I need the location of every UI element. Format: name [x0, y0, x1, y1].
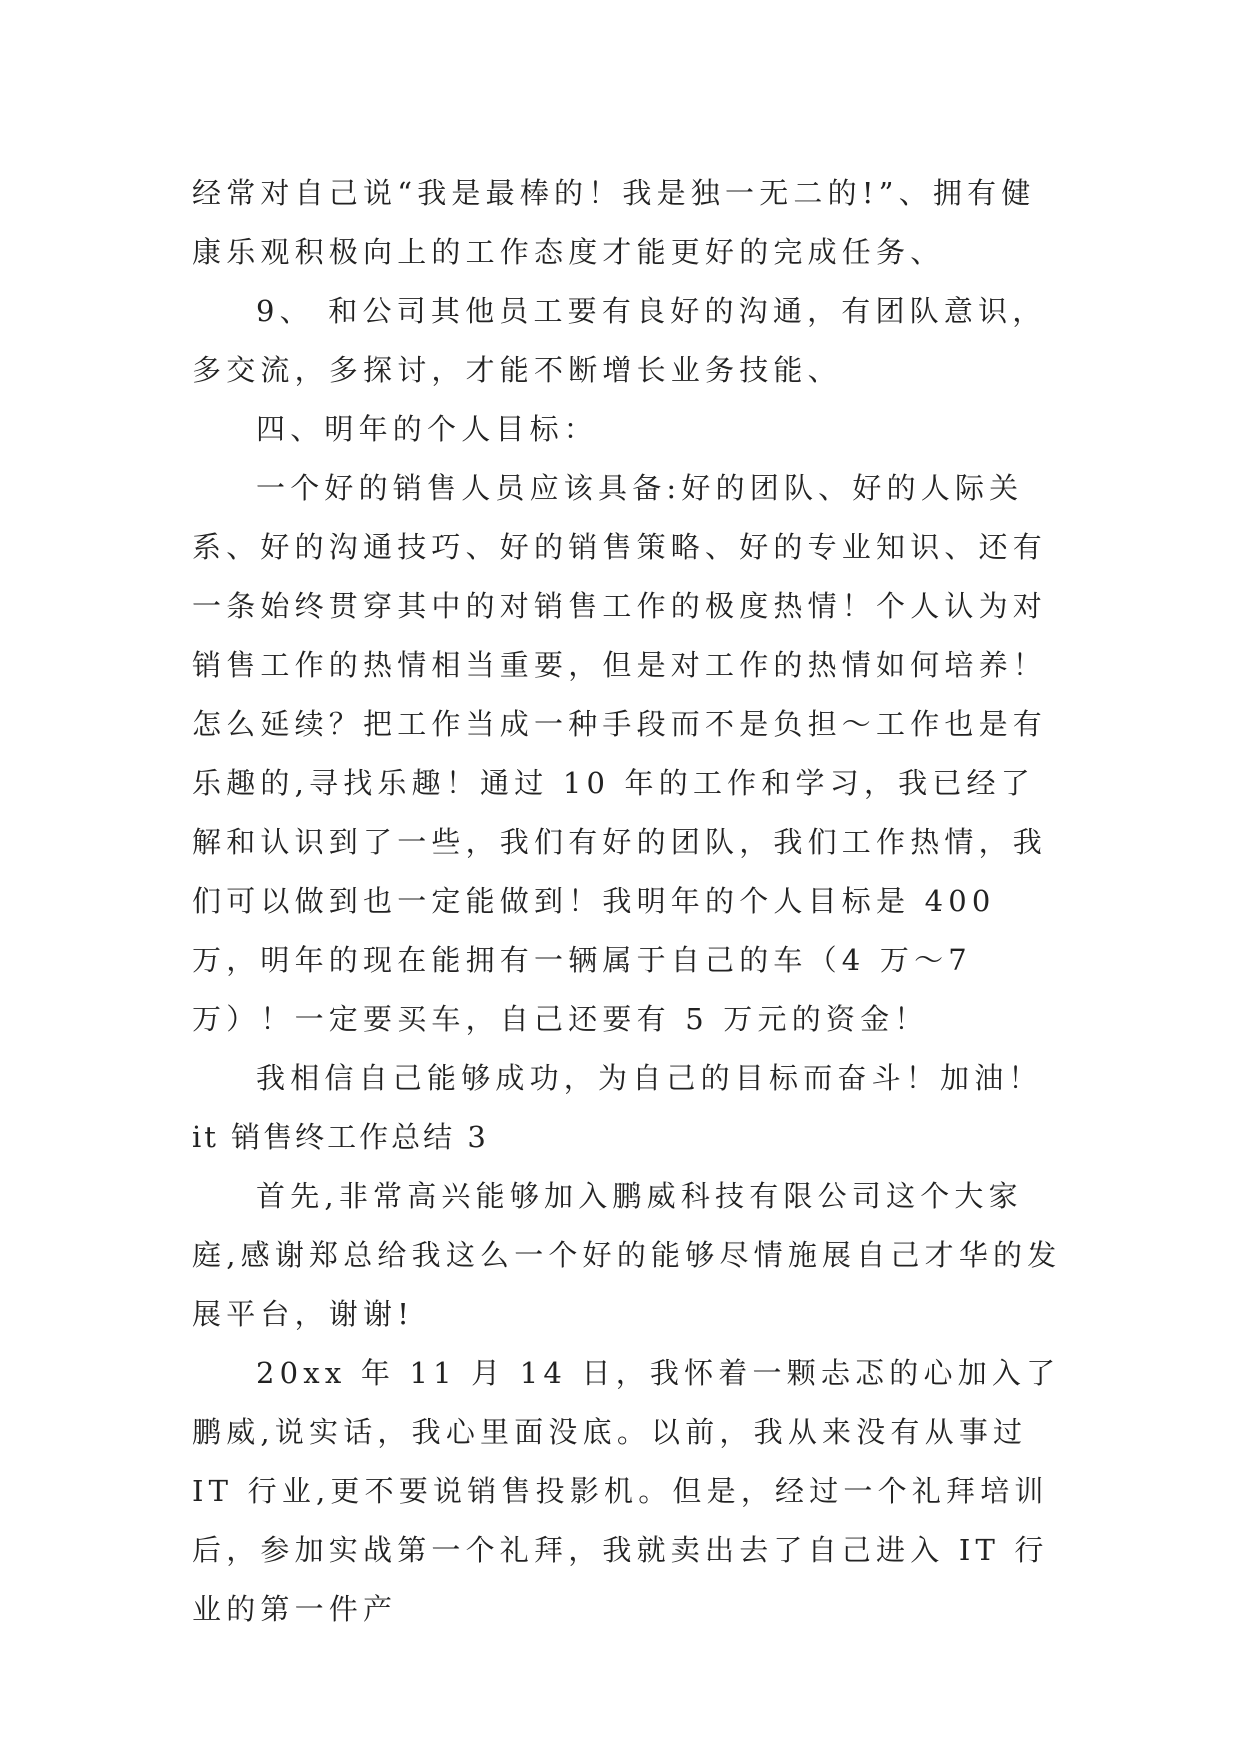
document-body — [192, 164, 1062, 1639]
section-heading-next-year-goals: 四、明年的个人目标： — [256, 412, 599, 446]
paragraph-thanks: 首先,非常高兴能够加入鹏威科技有限公司这个大家庭,感谢郑总给我这么一个好的能够尽情施展自己才华的发展平台，谢谢! — [192, 1179, 1062, 1331]
paragraph-attitude: 经常对自己说“我是最棒的！我是独一无二的!”、拥有健康乐观积极向上的工作态度才能更好的完成任务、 — [192, 176, 1036, 269]
paragraph-item-9: 9、 和公司其他员工要有良好的沟通，有团队意识，多交流，多探讨，才能不断增长业务技能、 — [192, 294, 1047, 387]
paragraph-joining: 20xx 年 11 月 14 日，我怀着一颗忐忑的心加入了鹏威,说实话，我心里面没底。以前，我从来没有从事过 IT 行业,更不要说销售投影机。但是，经过一个礼拜培训后，参加实战第一个礼拜，我就卖出去了自己进入 IT 行业的第一件产 — [192, 1356, 1061, 1626]
paragraph-sales-qualities: 一个好的销售人员应该具备:好的团队、好的人际关系、好的沟通技巧、好的销售策略、好的专业知识、还有一条始终贯穿其中的对销售工作的极度热情！个人认为对销售工作的热情相当重要，但是对工作的热情如何培养！怎么延续？把工作当成一种手段而不是负担～工作也是有乐趣的,寻找乐趣！通过 10 年的工作和学习，我已经了解和认识到了一些，我们有好的团队，我们工作热情，我们可以做到也一定能做到！我明年的个人目标是 400 万，明年的现在能拥有一辆属于自己的车（4 万～7 万）！一定要买车，自己还要有 5 万元的资金！ — [192, 471, 1048, 1036]
paragraph-encouragement: 我相信自己能够成功，为自己的目标而奋斗！加油！ — [256, 1061, 1043, 1095]
article-title: it 销售终工作总结 3 — [192, 1120, 489, 1154]
